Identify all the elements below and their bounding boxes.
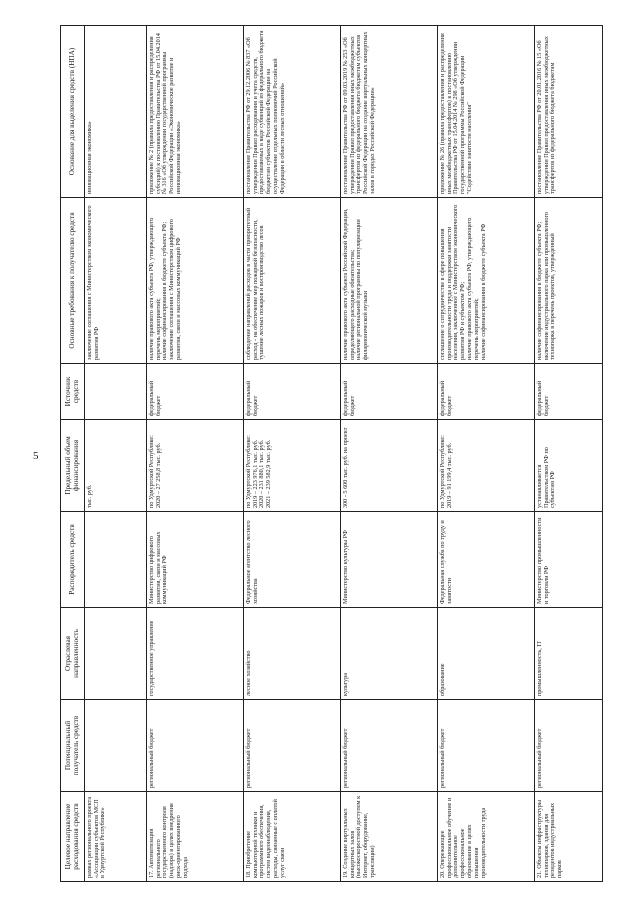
table-row xyxy=(243,26,340,882)
column-header: Распорядитель средств xyxy=(61,512,85,608)
header-row xyxy=(61,26,85,882)
target-direction-cell: 18. Приобретение компьютерной техники и программного обеспечения, систем видеонаблюдения, расходы, связанные с оплатой услуг связи xyxy=(243,792,340,882)
funding-limit-cell: по Удмуртской Республике: 2019 – 223 976,1 тыс. руб. 2020 – 231 880,1 тыс. руб. 2021 – 239 582,9 тыс. руб. xyxy=(243,420,340,512)
requirements-cell: соблюдение направлений расходов в части приоритетный расход - на обеспечение мер пожарной безопасности, тушение лесных пожаров и воспроизводство лесов xyxy=(243,198,340,364)
sector-cell xyxy=(84,608,146,700)
sector-cell: государственное управление xyxy=(146,608,243,700)
column-header: Потенциальный получатель средств xyxy=(61,700,85,792)
page-number: 5 xyxy=(33,450,39,462)
requirements-cell: наличие софинансирования в бюджете субъекта РФ; включение индустриального парка или промышленного технопарка в перечень проектов, утвержденный xyxy=(534,198,602,364)
requirements-cell: наличие правового акта субъекта РФ, утверждающего перечень мероприятий; наличие софинансирования в бюджете субъекта РФ; заключение соглашения с Министерством цифрового развития, связи и массовых коммуникаций РФ xyxy=(146,198,243,364)
funding-source-cell: федеральный бюджет xyxy=(146,364,243,420)
column-header: Основные требования к получателю средств xyxy=(61,198,85,364)
legal-basis-cell: инновационная экономика» xyxy=(84,26,146,198)
administrator-cell: Министерство культуры РФ xyxy=(340,512,437,608)
funding-limit-cell: устанавливается Правительством РФ по субъектам РФ xyxy=(534,420,602,512)
table-header xyxy=(61,26,85,882)
target-direction-cell: 19. Создание виртуальных концертных залов (высокоскоростной доступом к Интернет, оборудование, трансляции) xyxy=(340,792,437,882)
table-body xyxy=(84,26,602,882)
administrator-cell: Федеральное агентство лесного хозяйства xyxy=(243,512,340,608)
recipient-cell: региональный бюджет xyxy=(340,700,437,792)
funding-source-cell: федеральный бюджет xyxy=(534,364,602,420)
legal-basis-cell: приложение № 2 (правила предоставления и распределения субсидий) к постановлению Правительства РФ от 15.04.2014 № 316 «Об утверждении государственной программы Российской Федерации «Экономическое развитие и инновационная экономика» xyxy=(146,26,243,198)
sector-cell: образование xyxy=(437,608,534,700)
sector-cell: промышленность, IT xyxy=(534,608,602,700)
column-header: Источник средств xyxy=(61,364,85,420)
target-direction-cell: 21. Объекты инфраструктуры технопарков, здания для резидентов индустриальных парков xyxy=(534,792,602,882)
table-row xyxy=(340,26,437,882)
column-header: Основание для выделения средств (НПА) xyxy=(61,26,85,198)
column-header: Отраслевая направленность xyxy=(61,608,85,700)
administrator-cell xyxy=(84,512,146,608)
sector-cell: культура xyxy=(340,608,437,700)
requirements-cell: заключение соглашения с Министерством экономического развития РФ xyxy=(84,198,146,364)
funding-limit-cell: 300 - 5 600 тыс. руб. на проект xyxy=(340,420,437,512)
recipient-cell: региональный бюджет xyxy=(534,700,602,792)
administrator-cell: Федеральная служба по труду и занятости xyxy=(437,512,534,608)
requirements-cell: наличие правового акта субъекта Российской Федерации, определяющего расходные обязательства; наличие региональной программы по популяризации филармонической музыки xyxy=(340,198,437,364)
target-direction-cell: 20. Опережающее профессиональное обучение и дополнительное профессиональное образование в целях повышения производительности труда xyxy=(437,792,534,882)
funding-source-cell: федеральный бюджет xyxy=(340,364,437,420)
target-direction-cell: рамках регионального проекта «Ассоциации субъектов МСП в Удмуртской Республике» xyxy=(84,792,146,882)
recipient-cell xyxy=(84,700,146,792)
table-row xyxy=(84,26,146,882)
administrator-cell: Министерство промышленности и торговли РФ xyxy=(534,512,602,608)
legal-basis-cell: постановление Правительства РФ от 20.01.2016 № 15 «Об утверждении Правил предоставления иных межбюджетных трансфертов из федерального бюджета бюджетам xyxy=(534,26,602,198)
column-header: Целевое направление расходования средств xyxy=(61,792,85,882)
column-header: Предельный объем финансирования xyxy=(61,420,85,512)
funding-limit-cell: по Удмуртской Республике: 2020 – 27 258,8 тыс. руб. xyxy=(146,420,243,512)
legal-basis-cell: постановление Правительства РФ от 09.03.2019 № 253 «Об утверждении Правил предоставления иных межбюджетных трансфертов из федерального бюджета бюджетам субъектов Российской Федерации на создание виртуальных концертных залов в городах Российской Федерации» xyxy=(340,26,437,198)
requirements-cell: соглашение о сотрудничестве в сфере повышения производительности труда и поддержки занятости населения, заключенное с Министерством экономического развития РФ и субъектом РФ; наличие правового акта субъекта РФ, утверждающего перечень мероприятий; наличие софинансирования в бюджете субъекта РФ xyxy=(437,198,534,364)
legal-basis-cell: постановление Правительства РФ от 29.12.2006 № 837 «Об утверждении Правил расходования и учета средств, предоставляемых в виде субвенций из федерального бюджета бюджетам субъектов Российской Федерации на осуществление отдельных полномочий Российской Федерации в области лесных отношений» xyxy=(243,26,340,198)
table-row xyxy=(437,26,534,882)
funding-source-cell: федеральный бюджет xyxy=(437,364,534,420)
funding-limit-cell: тыс. руб. xyxy=(84,420,146,512)
funding-source-cell: федеральный бюджет xyxy=(243,364,340,420)
table-row xyxy=(146,26,243,882)
recipient-cell: региональный бюджет xyxy=(146,700,243,792)
funding-table xyxy=(60,25,603,882)
legal-basis-cell: приложение № 26 (правила предоставления и распределения иных межбюджетных трансфертов) к постановлению Правительства РФ от 15.04.2014 № 298 «Об утверждении государственной программы Российской Федерации "Содействие занятости населения" xyxy=(437,26,534,198)
sector-cell: лесное хозяйство xyxy=(243,608,340,700)
funding-source-cell xyxy=(84,364,146,420)
recipient-cell: региональный бюджет xyxy=(437,700,534,792)
administrator-cell: Министерство цифрового развития, связи и массовых коммуникаций РФ xyxy=(146,512,243,608)
funding-limit-cell: по Удмуртской Республике: 2019 – 91 199,4 тыс. руб. xyxy=(437,420,534,512)
table-row xyxy=(534,26,602,882)
target-direction-cell: 17. Автоматизация регионального государственного контроля (надзора) в целях внедрения риск-ориентированного подхода xyxy=(146,792,243,882)
recipient-cell: региональный бюджет xyxy=(243,700,340,792)
